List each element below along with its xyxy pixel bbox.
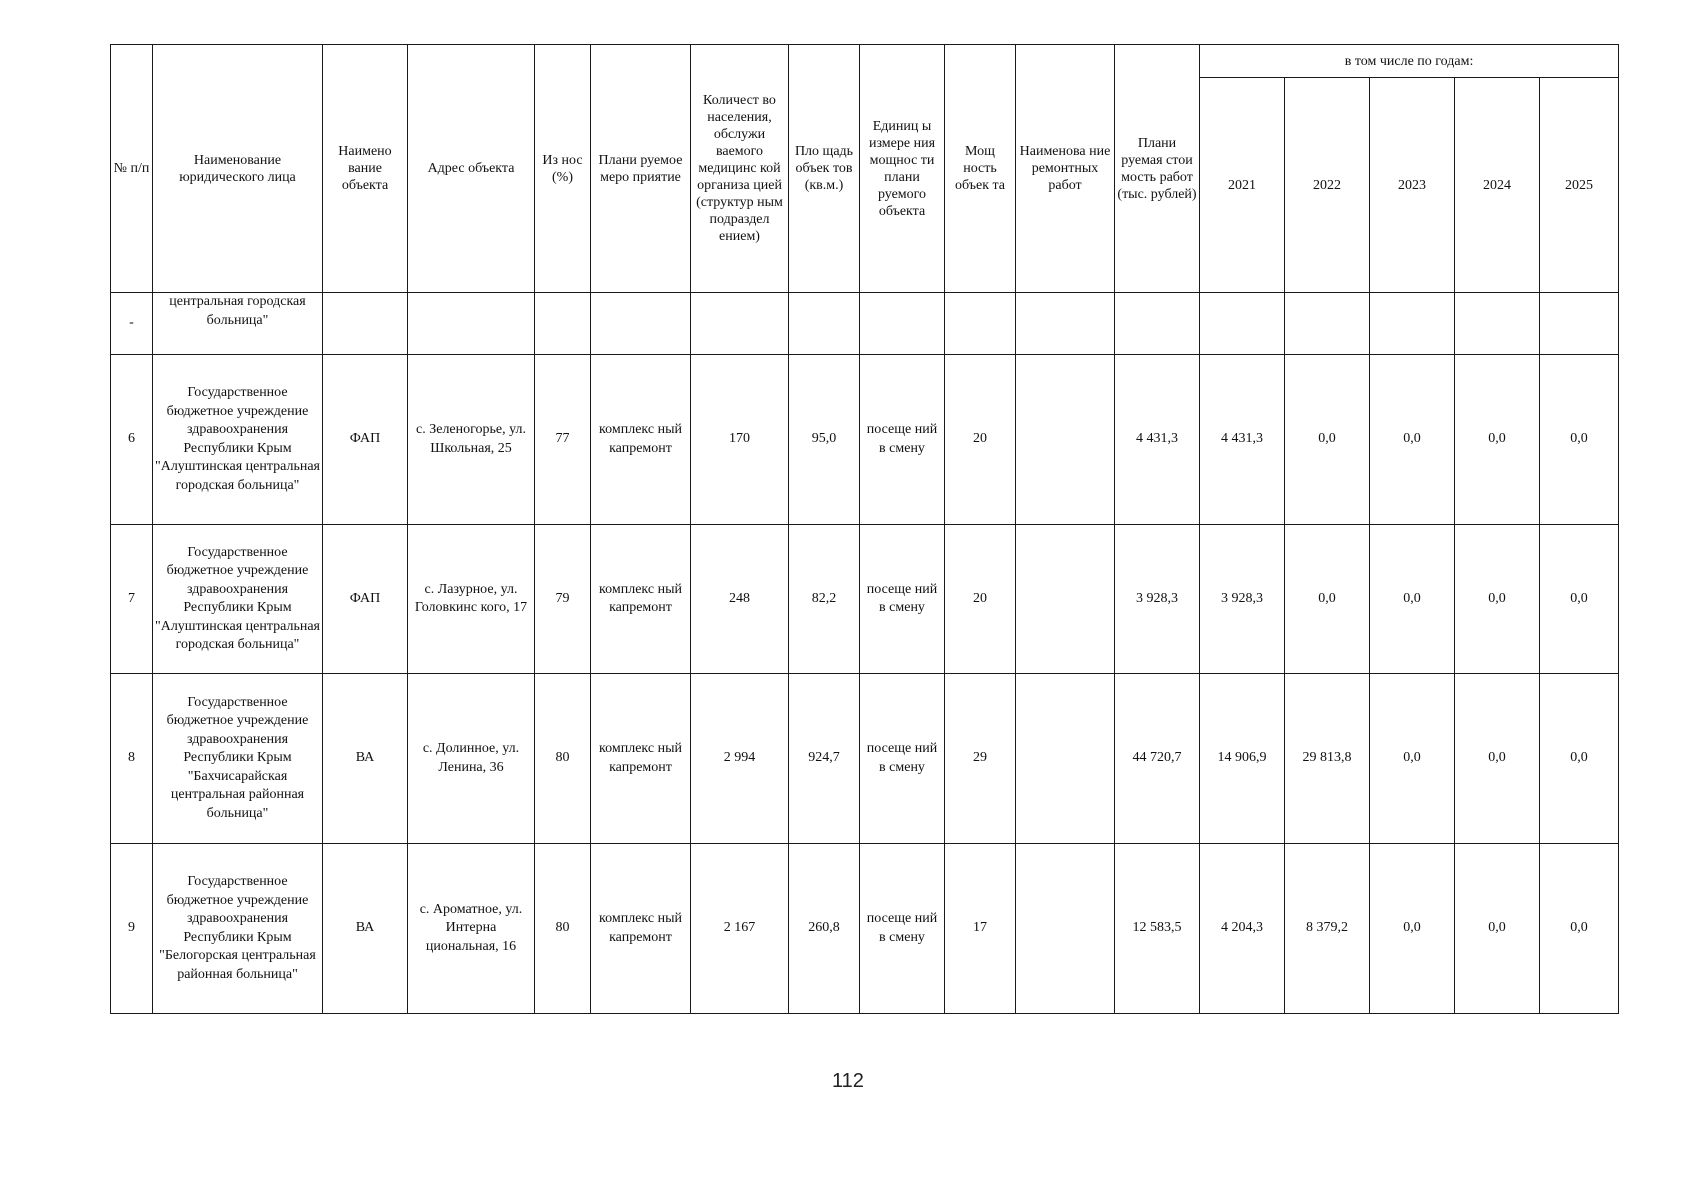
header-capacity: Мощ ность объек та — [945, 45, 1016, 293]
row-event: комплекс ный капремонт — [591, 674, 691, 844]
row-object: ВА — [323, 844, 408, 1014]
row-2024: 0,0 — [1455, 355, 1540, 525]
row-wear: 77 — [535, 355, 591, 525]
row-address: с. Зеленогорье, ул. Школьная, 25 — [408, 355, 535, 525]
row-event: комплекс ный капремонт — [591, 355, 691, 525]
row-event: комплекс ный капремонт — [591, 525, 691, 674]
cont-num: - — [111, 293, 153, 355]
row-area: 82,2 — [789, 525, 860, 674]
row-legal-name: Государственное бюджетное учреждение здравоохранения Республики Крым "Алуштинская центральная городская больница" — [153, 525, 323, 674]
row-legal-name: Государственное бюджетное учреждение здравоохранения Республики Крым "Белогорская центральная районная больница" — [153, 844, 323, 1014]
row-2021: 4 431,3 — [1200, 355, 1285, 525]
row-2023: 0,0 — [1370, 674, 1455, 844]
row-unit: посеще ний в смену — [860, 525, 945, 674]
row-cost: 44 720,7 — [1115, 674, 1200, 844]
row-repair — [1016, 355, 1115, 525]
row-area: 260,8 — [789, 844, 860, 1014]
row-cost: 4 431,3 — [1115, 355, 1200, 525]
row-2025: 0,0 — [1540, 674, 1619, 844]
table-row — [111, 844, 1619, 1014]
header-by-years: в том числе по годам: — [1200, 45, 1619, 78]
row-num: 8 — [111, 674, 153, 844]
row-capacity: 20 — [945, 355, 1016, 525]
header-cost: Плани руемая стои мость работ (тыс. рублей) — [1115, 45, 1200, 293]
table-row — [111, 525, 1619, 674]
row-cost: 12 583,5 — [1115, 844, 1200, 1014]
row-2024: 0,0 — [1455, 844, 1540, 1014]
header-year-2023: 2023 — [1370, 78, 1455, 293]
continuation-row — [111, 293, 1619, 355]
header-population: Количест во населения, обслужи ваемого медицинс кой организа цией (структур ным подраздел ением) — [691, 45, 789, 293]
header-address: Адрес объекта — [408, 45, 535, 293]
row-unit: посеще ний в смену — [860, 674, 945, 844]
row-legal-name: Государственное бюджетное учреждение здравоохранения Республики Крым "Бахчисарайская центральная районная больница" — [153, 674, 323, 844]
row-address: с. Ароматное, ул. Интерна циональная, 16 — [408, 844, 535, 1014]
row-object: ВА — [323, 674, 408, 844]
row-unit: посеще ний в смену — [860, 844, 945, 1014]
header-area: Пло щадь объек тов (кв.м.) — [789, 45, 860, 293]
row-2025: 0,0 — [1540, 525, 1619, 674]
row-2025: 0,0 — [1540, 355, 1619, 525]
header-year-2024: 2024 — [1455, 78, 1540, 293]
header-row-top — [111, 45, 1619, 78]
row-2023: 0,0 — [1370, 844, 1455, 1014]
row-object: ФАП — [323, 355, 408, 525]
header-capacity-unit: Единиц ы измере ния мощнос ти плани руемого объекта — [860, 45, 945, 293]
row-2022: 0,0 — [1285, 525, 1370, 674]
row-capacity: 29 — [945, 674, 1016, 844]
row-2022: 8 379,2 — [1285, 844, 1370, 1014]
row-2022: 29 813,8 — [1285, 674, 1370, 844]
row-object: ФАП — [323, 525, 408, 674]
row-population: 248 — [691, 525, 789, 674]
row-address: с. Долинное, ул. Ленина, 36 — [408, 674, 535, 844]
repair-program-table — [110, 44, 1619, 1014]
row-area: 95,0 — [789, 355, 860, 525]
header-year-2025: 2025 — [1540, 78, 1619, 293]
header-year-2022: 2022 — [1285, 78, 1370, 293]
row-wear: 79 — [535, 525, 591, 674]
row-cost: 3 928,3 — [1115, 525, 1200, 674]
cont-name: центральная городская больница" — [153, 293, 323, 355]
page-number: 112 — [832, 1070, 864, 1092]
row-area: 924,7 — [789, 674, 860, 844]
row-legal-name: Государственное бюджетное учреждение здравоохранения Республики Крым "Алуштинская центральная городская больница" — [153, 355, 323, 525]
row-population: 2 167 — [691, 844, 789, 1014]
row-wear: 80 — [535, 674, 591, 844]
row-2024: 0,0 — [1455, 674, 1540, 844]
row-2024: 0,0 — [1455, 525, 1540, 674]
table-row — [111, 355, 1619, 525]
row-address: с. Лазурное, ул. Головкинс кого, 17 — [408, 525, 535, 674]
row-num: 6 — [111, 355, 153, 525]
row-2022: 0,0 — [1285, 355, 1370, 525]
header-object-name: Наимено вание объекта — [323, 45, 408, 293]
row-2025: 0,0 — [1540, 844, 1619, 1014]
row-num: 9 — [111, 844, 153, 1014]
header-legal-name: Наименование юридического лица — [153, 45, 323, 293]
row-population: 170 — [691, 355, 789, 525]
row-repair — [1016, 844, 1115, 1014]
row-unit: посеще ний в смену — [860, 355, 945, 525]
row-event: комплекс ный капремонт — [591, 844, 691, 1014]
header-year-2021: 2021 — [1200, 78, 1285, 293]
header-repair-name: Наименова ние ремонтных работ — [1016, 45, 1115, 293]
row-2021: 3 928,3 — [1200, 525, 1285, 674]
row-wear: 80 — [535, 844, 591, 1014]
row-num: 7 — [111, 525, 153, 674]
row-capacity: 17 — [945, 844, 1016, 1014]
row-2023: 0,0 — [1370, 525, 1455, 674]
header-wear: Из нос (%) — [535, 45, 591, 293]
table-row — [111, 674, 1619, 844]
row-population: 2 994 — [691, 674, 789, 844]
row-2021: 14 906,9 — [1200, 674, 1285, 844]
row-capacity: 20 — [945, 525, 1016, 674]
row-2021: 4 204,3 — [1200, 844, 1285, 1014]
header-num: № п/п — [111, 45, 153, 293]
header-planned-event: Плани руемое меро приятие — [591, 45, 691, 293]
row-2023: 0,0 — [1370, 355, 1455, 525]
row-repair — [1016, 674, 1115, 844]
row-repair — [1016, 525, 1115, 674]
